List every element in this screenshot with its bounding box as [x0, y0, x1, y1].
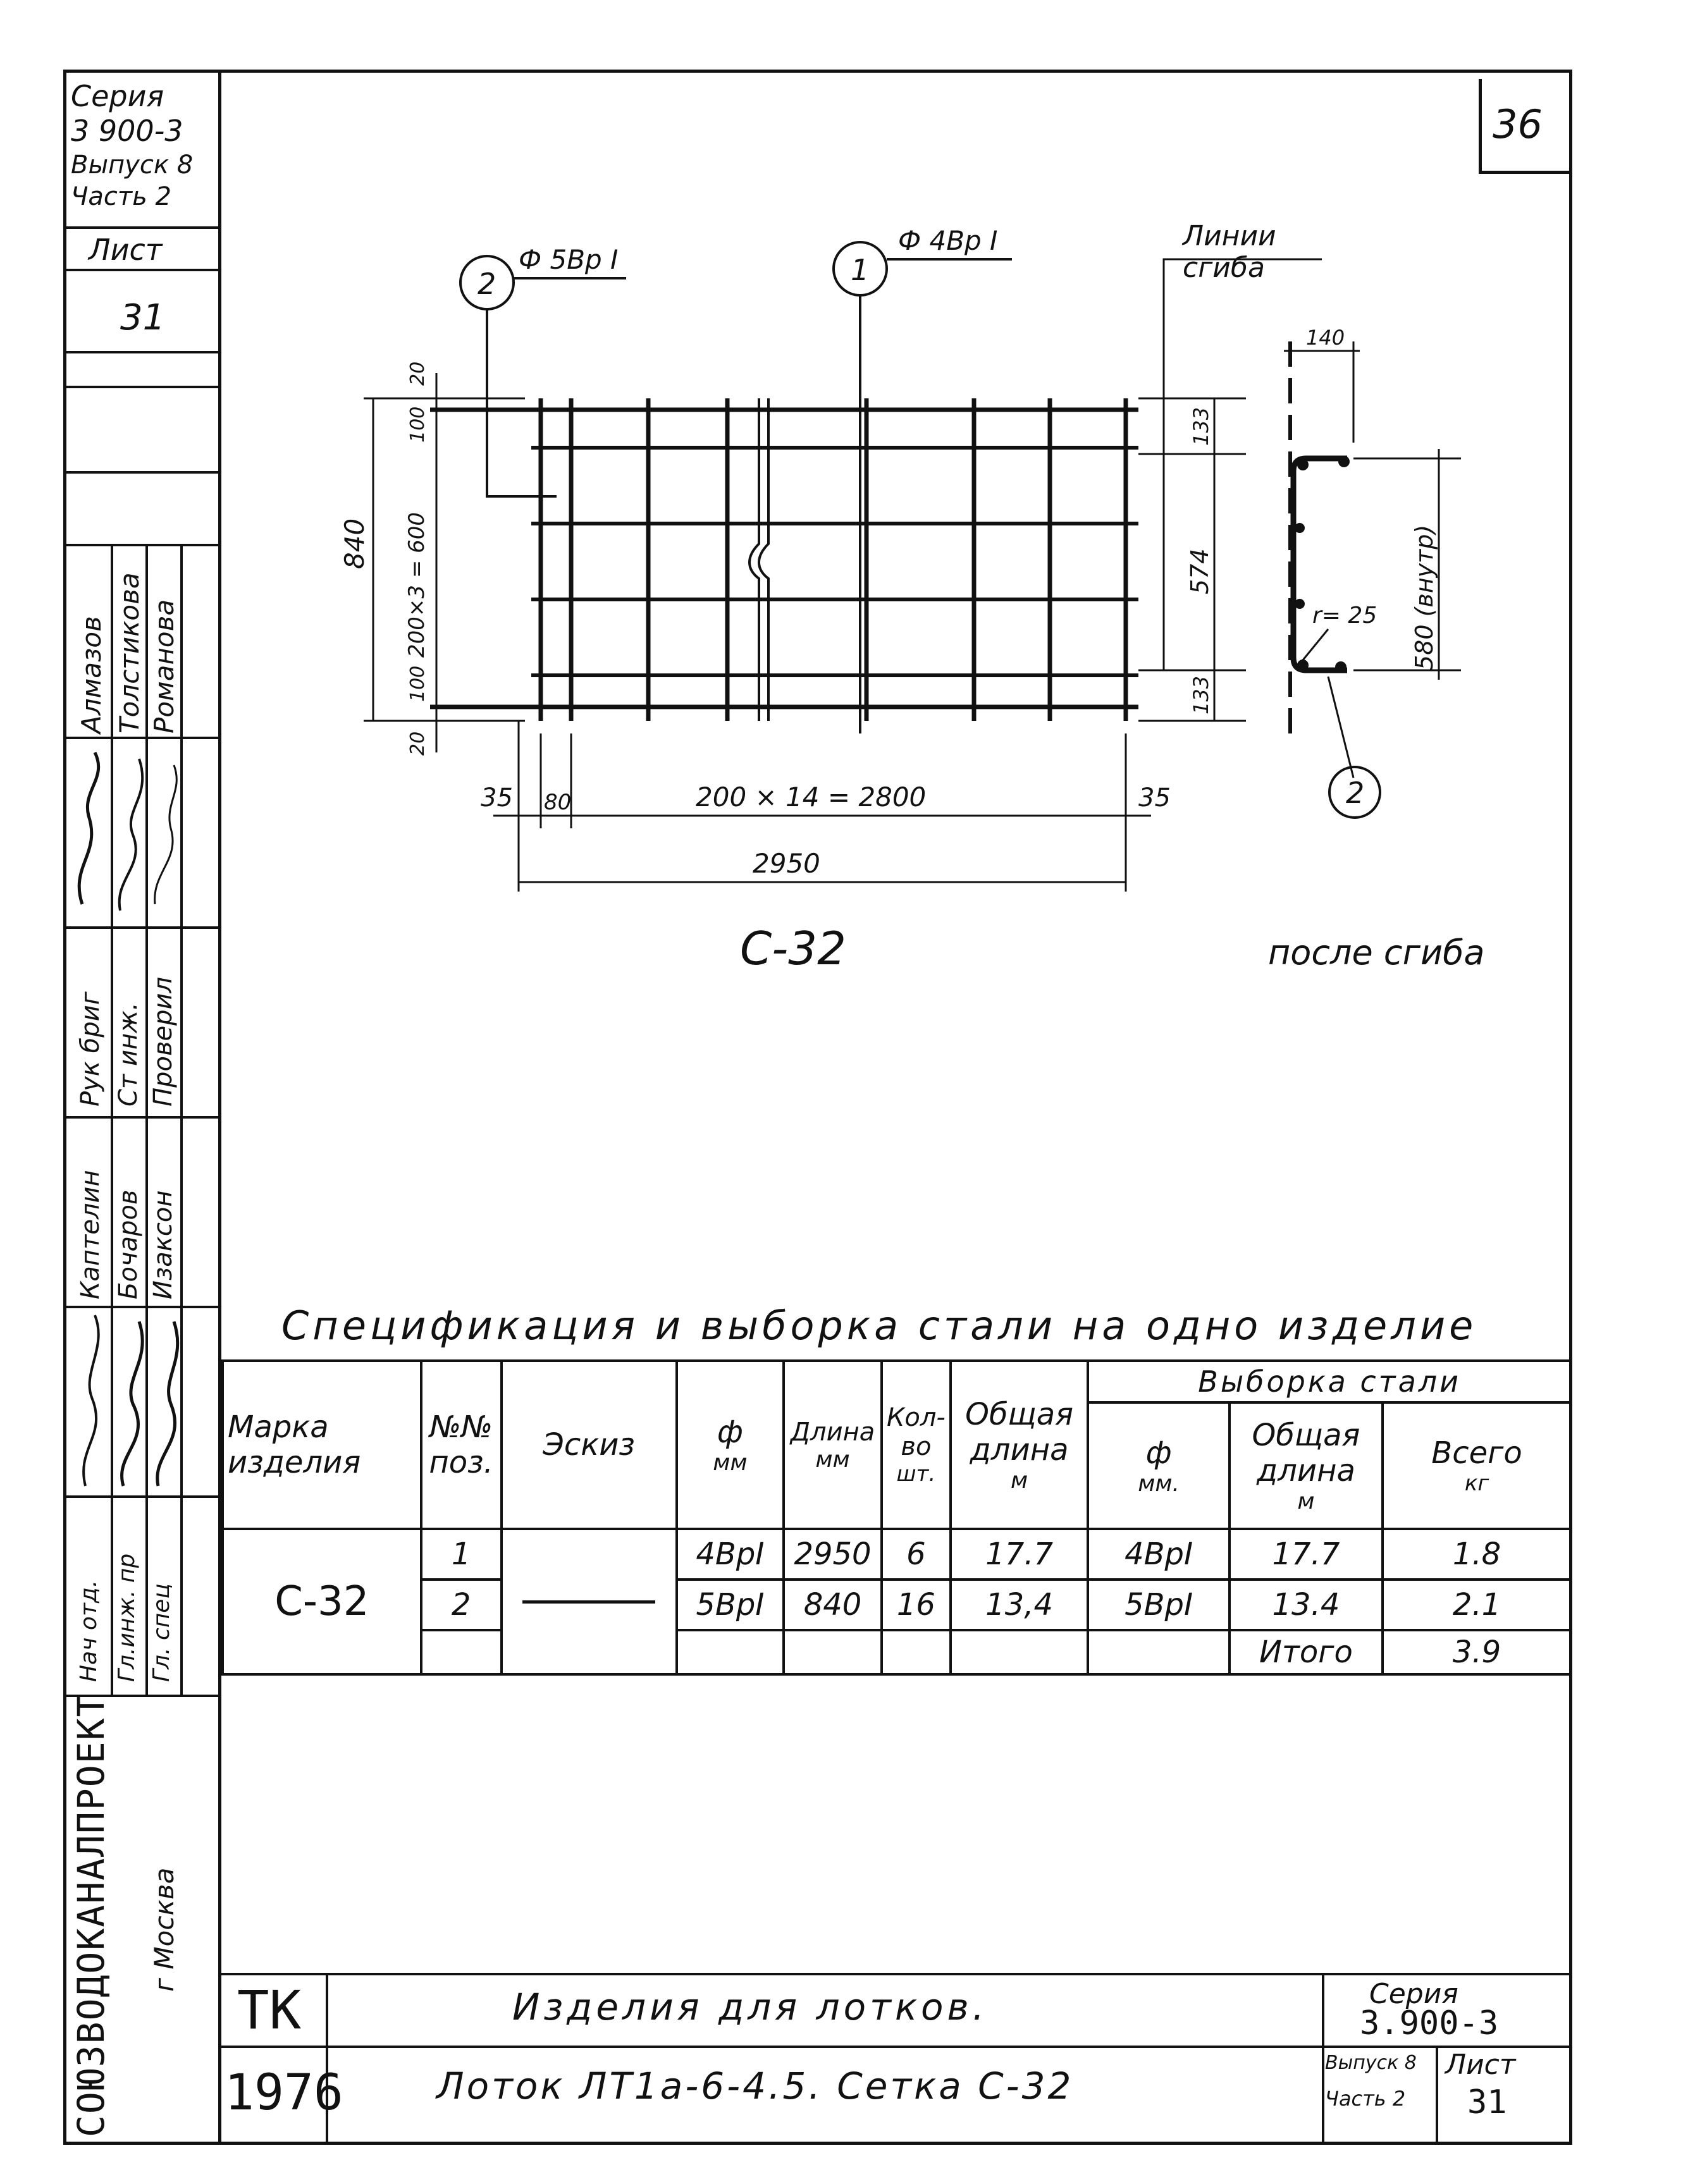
dim-35b: 35: [1138, 783, 1171, 813]
hdr-total-len: Общая длина м: [951, 1361, 1088, 1529]
strip-sheet-label: Лист: [89, 233, 163, 267]
strip-rule: [63, 471, 221, 474]
cell-sel-total: 17.7: [1229, 1529, 1383, 1580]
strip-name: Бочаров: [114, 1189, 143, 1299]
bend-lines-label: Линии: [1183, 220, 1276, 252]
cell-qty: 6: [882, 1529, 951, 1580]
tb-col-rule: [1322, 1973, 1324, 2145]
strip-rule: [63, 226, 221, 229]
strip-name: Изаксон: [149, 1190, 178, 1299]
bar1-label: Ф 4Вр I: [898, 225, 998, 256]
tb-sheet-value: 31: [1467, 2083, 1507, 2121]
dim-100b: 100: [407, 665, 429, 702]
dim-2950: 2950: [753, 848, 820, 879]
hdr-sketch: Эскиз: [502, 1361, 677, 1529]
dim-574: 574: [1186, 548, 1214, 594]
dim-200x3: 200×3 = 600: [404, 512, 429, 658]
strip-part: Часть 2: [71, 182, 171, 211]
tb-line2: Лоток ЛТ1а-6-4.5. Сетка С-32: [436, 2064, 1074, 2107]
strip-rule: [63, 737, 221, 739]
tb-series-code: 3.900-3: [1360, 2004, 1499, 2042]
section-radius: r= 25: [1312, 603, 1377, 629]
dim-20a: 20: [407, 361, 429, 386]
cell-sketch: [502, 1529, 677, 1674]
cell-itogo-label: Итого: [1229, 1630, 1383, 1674]
hdr-sel-total: Общая длина м: [1229, 1402, 1383, 1529]
tb-year: 1976: [225, 2064, 343, 2121]
strip-rule: [63, 269, 221, 271]
tb-mid-rule: [218, 2046, 1572, 2048]
table-row: [223, 1580, 1571, 1630]
cell-phi: 5ВрI: [677, 1580, 784, 1630]
strip-rule: [63, 544, 221, 546]
tb-line1: Изделия для лотков.: [512, 1985, 989, 2028]
spec-caption: Спецификация и выборка стали на одно изделие: [281, 1303, 1477, 1349]
strip-org: СОЮЗВОДОКАНАЛПРОЕКТ: [70, 1693, 113, 2137]
bar2-label: Ф 5Вр I: [519, 244, 619, 275]
strip-issue: Выпуск 8: [71, 150, 194, 180]
strip-role: Гл.инж. пр: [114, 1553, 140, 1682]
signature-scribbles-2: [63, 1309, 221, 1492]
strip-name: Романова: [149, 599, 180, 733]
cell-pos: 2: [421, 1580, 502, 1630]
cell-sel-all: 2.1: [1383, 1580, 1571, 1630]
table-row: [223, 1630, 1571, 1674]
tb-col-rule: [1436, 2046, 1438, 2145]
cell-pos: 1: [421, 1529, 502, 1580]
cell-sel-phi: 5ВрI: [1088, 1580, 1229, 1630]
tb-sheet-label: Лист: [1445, 2049, 1516, 2081]
dim-80: 80: [544, 790, 572, 815]
hdr-sel-phi: ф мм.: [1088, 1402, 1229, 1529]
drawing-title: С-32: [740, 922, 846, 975]
bend-lines-label: сгиба: [1183, 252, 1266, 284]
strip-name: Толстикова: [114, 572, 145, 733]
dim-35a: 35: [481, 783, 513, 813]
strip-name: Каптелин: [76, 1170, 105, 1299]
hdr-phi: ф мм: [677, 1361, 784, 1529]
bar2-num: 2: [478, 267, 496, 301]
strip-role: Ст инж.: [114, 1002, 143, 1107]
strip-rule: [63, 926, 221, 929]
hdr-pos: №№ поз.: [421, 1361, 502, 1529]
spec-table: [221, 1359, 1572, 1676]
strip-sheet-value: 31: [120, 297, 166, 338]
strip-role: Нач отд.: [76, 1580, 102, 1682]
cell-mark: С-32: [223, 1529, 421, 1674]
section-580: 580 (внутр): [1410, 524, 1438, 670]
strip-city: г Москва: [149, 1867, 180, 1992]
table-row: [223, 1529, 1571, 1580]
hdr-sel-all: Всего кг: [1383, 1402, 1571, 1529]
section-140: 140: [1306, 326, 1345, 350]
cell-itogo-value: 3.9: [1383, 1630, 1571, 1674]
strip-rule: [63, 1495, 221, 1498]
bar1-num: 1: [851, 253, 870, 287]
strip-rule: [63, 386, 221, 388]
hdr-mark: Марка изделия: [223, 1361, 421, 1529]
strip-role: Рук бриг: [76, 991, 105, 1107]
sheet-number: 36: [1493, 101, 1543, 147]
cell-length: 2950: [784, 1529, 882, 1580]
strip-series-label: Серия: [71, 79, 164, 113]
hdr-length: Длина мм: [784, 1361, 882, 1529]
cell-sel-phi: 4ВрI: [1088, 1529, 1229, 1580]
section-bar-num: 2: [1346, 776, 1365, 810]
strip-role: Гл. спец: [149, 1583, 175, 1682]
cell-sel-all: 1.8: [1383, 1529, 1571, 1580]
strip-rule: [63, 1306, 221, 1308]
strip-col-rule: [111, 544, 113, 1695]
cell-phi: 4ВрI: [677, 1529, 784, 1580]
cell-sel-total: 13.4: [1229, 1580, 1383, 1630]
hdr-qty: Кол-во шт.: [882, 1361, 951, 1529]
tb-series-label: Серия: [1369, 1978, 1458, 2010]
tb-tk: ТК: [237, 1979, 302, 2041]
dim-200x14: 200 × 14 = 2800: [696, 782, 927, 813]
hdr-selection: Выборка стали: [1088, 1361, 1571, 1402]
strip-rule: [63, 351, 221, 353]
dim-100a: 100: [407, 406, 429, 443]
dim-133b: 133: [1189, 675, 1213, 715]
strip-col-rule: [180, 544, 183, 1695]
strip-series-code: 3 900-3: [71, 114, 183, 148]
mesh-drawing: [221, 177, 1568, 999]
dim-20b: 20: [407, 731, 429, 756]
strip-role: Проверил: [149, 976, 178, 1107]
tb-part: Часть 2: [1325, 2087, 1406, 2111]
cell-qty: 16: [882, 1580, 951, 1630]
after-bend-label: после сгиба: [1268, 933, 1485, 972]
strip-col-rule: [145, 544, 148, 1695]
dim-840: 840: [339, 518, 370, 569]
strip-name: Алмазов: [76, 616, 107, 733]
strip-rule: [63, 1116, 221, 1119]
dim-133a: 133: [1189, 407, 1213, 446]
cell-length: 840: [784, 1580, 882, 1630]
tb-issue: Выпуск 8: [1325, 2052, 1417, 2074]
signature-scribbles: [63, 740, 221, 923]
cell-total: 13,4: [951, 1580, 1088, 1630]
cell-total: 17.7: [951, 1529, 1088, 1580]
